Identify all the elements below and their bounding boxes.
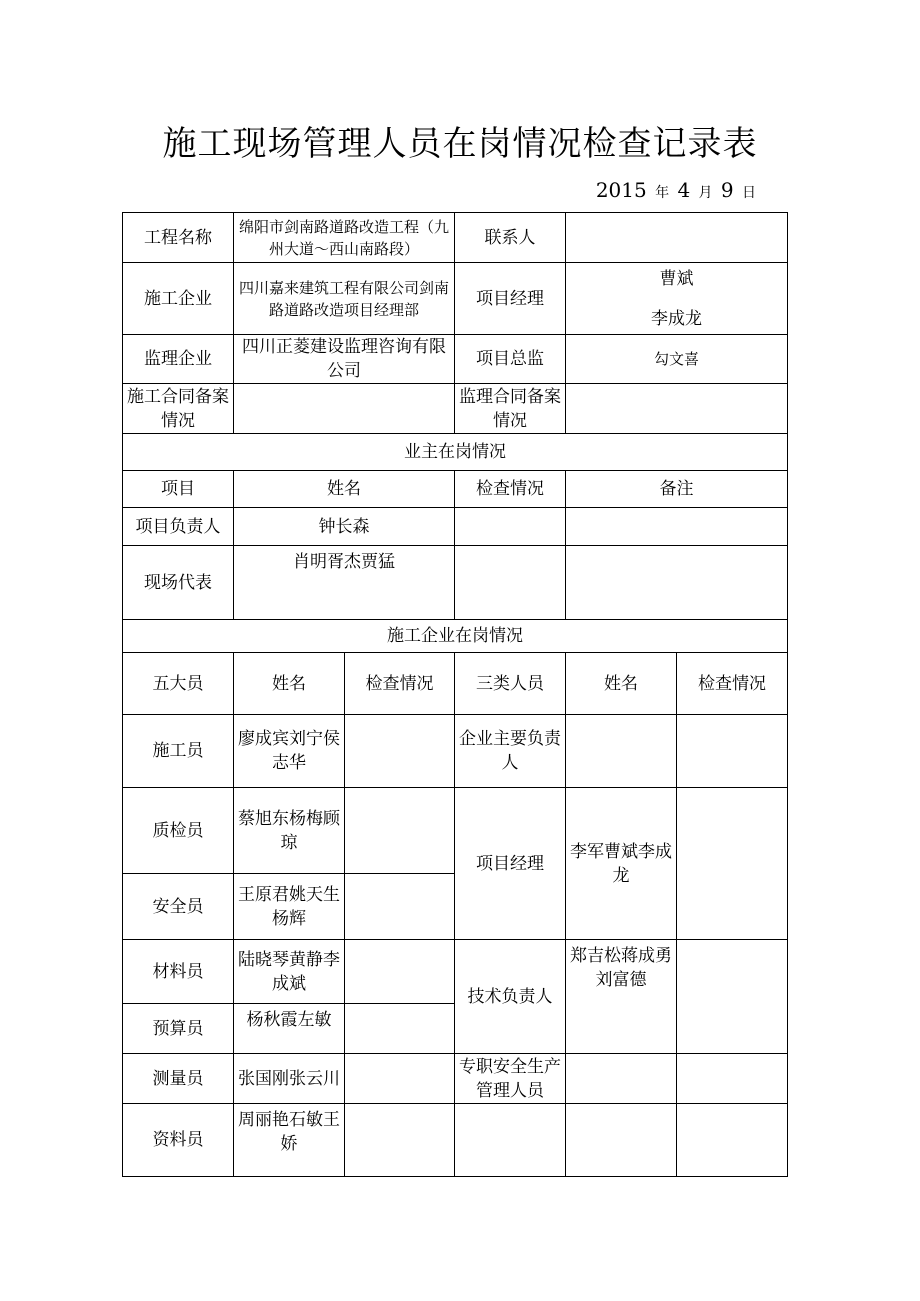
header-check: 检查情况	[677, 653, 788, 715]
name-cell	[566, 715, 677, 788]
name-cell: 郑吉松蒋成勇刘富德	[566, 940, 677, 1054]
check-cell	[677, 1054, 788, 1104]
check-cell	[677, 715, 788, 788]
name-cell: 李军曹斌李成龙	[566, 788, 677, 940]
supervisor-value: 四川正菱建设监理咨询有限公司	[234, 335, 455, 384]
role-cell: 专职安全生产管理人员	[455, 1054, 566, 1104]
check-cell	[345, 940, 455, 1004]
check-cell	[677, 940, 788, 1054]
owner-row-check	[455, 508, 566, 546]
record-date: 2015 年 4 月 9 日	[595, 178, 756, 202]
name-cell: 蔡旭东杨梅顾琼	[234, 788, 345, 874]
owner-header-check: 检查情况	[455, 471, 566, 508]
owner-row-name: 钟长森	[234, 508, 455, 546]
supervision-contract-label: 监理合同备案情况	[455, 384, 566, 434]
pm-name-2: 李成龙	[651, 308, 703, 329]
check-cell	[345, 788, 455, 874]
check-cell	[345, 715, 455, 788]
role-cell: 测量员	[123, 1054, 234, 1104]
supervision-contract-value	[566, 384, 788, 434]
owner-section-title: 业主在岗情况	[123, 434, 788, 471]
name-cell	[566, 1054, 677, 1104]
role-cell: 企业主要负责人	[455, 715, 566, 788]
header-check: 检查情况	[345, 653, 455, 715]
contractor-value: 四川嘉来建筑工程有限公司剑南路道路改造项目经理部	[234, 263, 455, 335]
owner-header-name: 姓名	[234, 471, 455, 508]
contractor-label: 施工企业	[123, 263, 234, 335]
role-cell: 安全员	[123, 874, 234, 940]
check-cell	[677, 1104, 788, 1177]
role-cell: 资料员	[123, 1104, 234, 1177]
name-cell: 廖成宾刘宁侯志华	[234, 715, 345, 788]
check-cell	[345, 1004, 455, 1054]
role-cell: 预算员	[123, 1004, 234, 1054]
check-cell	[345, 874, 455, 940]
owner-row-check	[455, 546, 566, 620]
owner-row-note	[566, 546, 788, 620]
check-cell	[345, 1054, 455, 1104]
contact-label: 联系人	[455, 213, 566, 263]
supervisor-label: 监理企业	[123, 335, 234, 384]
owner-row-item: 项目负责人	[123, 508, 234, 546]
role-cell: 施工员	[123, 715, 234, 788]
pm-name-1: 曹斌	[659, 268, 694, 289]
contractor-section-title: 施工企业在岗情况	[123, 620, 788, 653]
name-cell: 张国刚张云川	[234, 1054, 345, 1104]
header-three-roles: 三类人员	[455, 653, 566, 715]
project-name-label: 工程名称	[123, 213, 234, 263]
header-name: 姓名	[234, 653, 345, 715]
owner-row-name: 肖明胥杰贾猛	[234, 546, 455, 620]
inspection-table	[122, 212, 788, 1177]
name-cell: 王原君姚天生杨辉	[234, 874, 345, 940]
pm-label: 项目经理	[455, 263, 566, 335]
name-cell	[566, 1104, 677, 1177]
pm-value	[566, 263, 788, 335]
owner-header-item: 项目	[123, 471, 234, 508]
chief-value: 勾文喜	[566, 335, 788, 384]
construction-contract-label: 施工合同备案情况	[123, 384, 234, 434]
role-cell	[455, 1104, 566, 1177]
contact-value	[566, 213, 788, 263]
header-five-roles: 五大员	[123, 653, 234, 715]
check-cell	[677, 788, 788, 940]
name-cell: 陆晓琴黄静李成斌	[234, 940, 345, 1004]
chief-label: 项目总监	[455, 335, 566, 384]
role-cell: 项目经理	[455, 788, 566, 940]
name-cell: 杨秋霞左敏	[234, 1004, 345, 1054]
role-cell: 材料员	[123, 940, 234, 1004]
construction-contract-value	[234, 384, 455, 434]
owner-row-item: 现场代表	[123, 546, 234, 620]
project-name-value: 绵阳市剑南路道路改造工程（九州大道～西山南路段）	[234, 213, 455, 263]
name-cell: 周丽艳石敏王娇	[234, 1104, 345, 1177]
owner-row-note	[566, 508, 788, 546]
role-cell: 技术负责人	[455, 940, 566, 1054]
header-name: 姓名	[566, 653, 677, 715]
page-title: 施工现场管理人员在岗情况检查记录表	[162, 124, 758, 164]
check-cell	[345, 1104, 455, 1177]
owner-header-note: 备注	[566, 471, 788, 508]
role-cell: 质检员	[123, 788, 234, 874]
